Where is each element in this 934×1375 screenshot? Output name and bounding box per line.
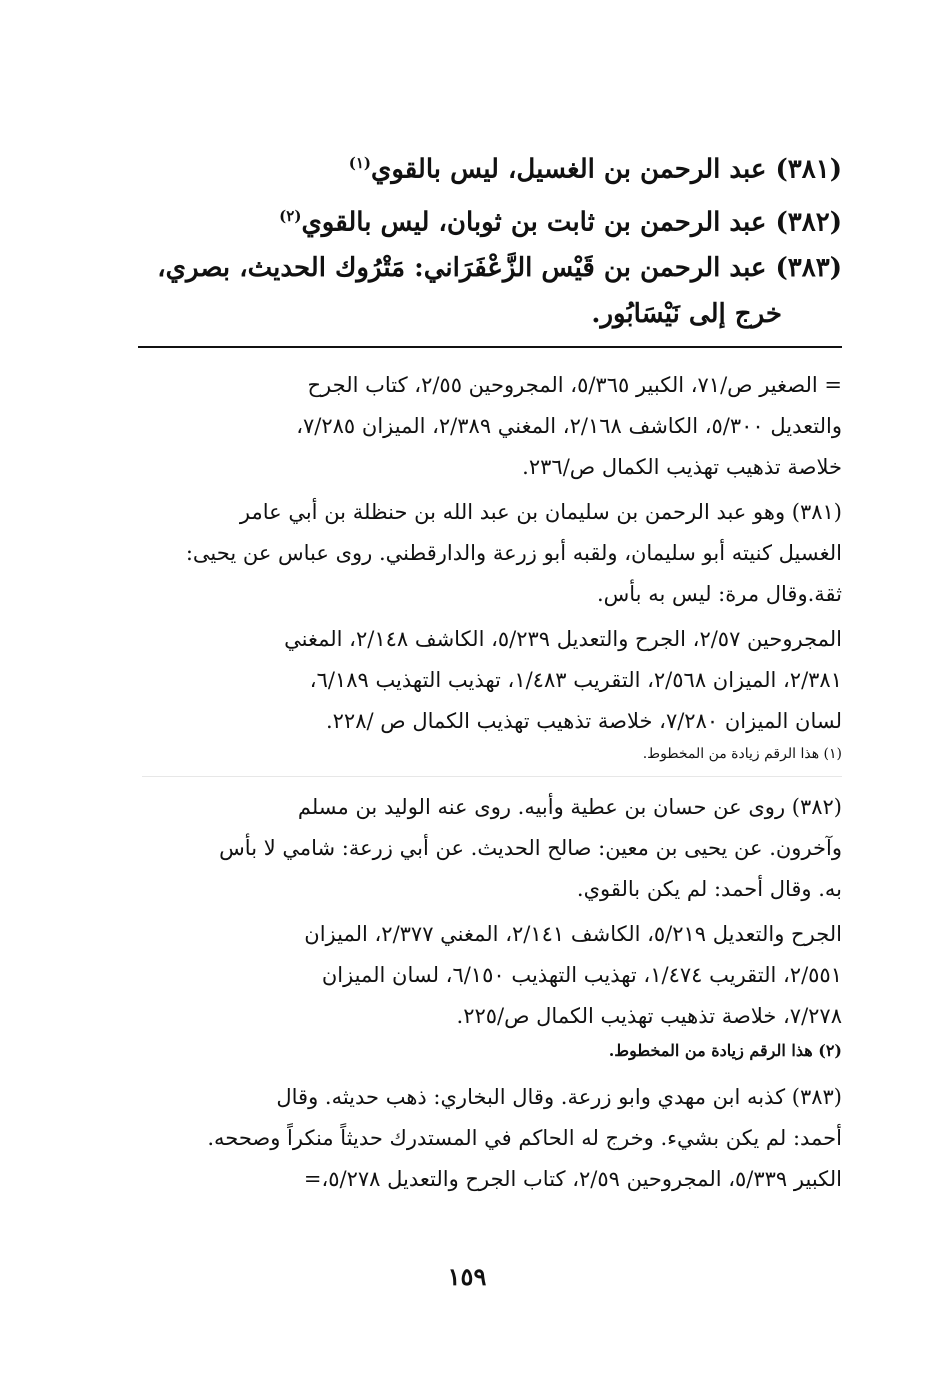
entry-383-continuation-text: خرج إلى نَيْسَابُور.: [591, 299, 782, 330]
note-383-bio: (٣٨٣) كذبه ابن مهدي وابو زرعة. وقال البخاري: ذهب حديثه. وقال أحمد: لم يكن بشيء. وخرج له الحاكم في المستدرك حديثاً منكراً وصححه. الكبير ٥/٣٣٩، المجروحين ٢/٥٩، كتاب الجرح والتعديل ٥/٢٧٨،=: [207, 1085, 842, 1191]
footnote-divider: [138, 346, 842, 348]
footnote-2: (٢) هذا الرقم زيادة من المخطوط.: [608, 1041, 842, 1060]
footnote-marker-1[interactable]: (١): [348, 154, 371, 172]
entry-383-continuation: [122, 291, 842, 337]
entry-382-text: (٣٨٢) عبد الرحمن بن ثابت بن ثوبان، ليس بالقوي: [301, 207, 842, 238]
note-382-references: الجرح والتعديل ٥/٢١٩، الكاشف ٢/١٤١، المغني ٢/٣٧٧، الميزان ٢/٥٥١، التقريب ١/٤٧٤، تهذيب التهذيب ٦/١٥٠، لسان الميزان ٧/٢٧٨، خلاصة تذهيب تهذيب الكمال ص/٢٢٥.: [304, 922, 842, 1028]
entry-383-text: (٣٨٣) عبد الرحمن بن قَيْس الزَّعْفَرَاني: مَتْرُوك الحديث، بصري،: [157, 253, 842, 284]
footnotes: [142, 365, 842, 1200]
footnote-1: (١) هذا الرقم زيادة من المخطوط.: [642, 746, 842, 762]
note-381-references: المجروحين ٢/٥٧، الجرح والتعديل ٥/٢٣٩، الكاشف ٢/١٤٨، المغني ٢/٣٨١، الميزان ٢/٥٦٨، التقريب ١/٤٨٣، تهذيب التهذيب ٦/١٨٩، لسان الميزان ٧/٢٨٠، خلاصة تذهيب تهذيب الكمال ص /٢٢٨.: [284, 627, 842, 733]
entry-381: [122, 140, 842, 193]
entry-383: [122, 245, 842, 291]
page-number: ١٥٩: [447, 1262, 487, 1291]
main-entries: [122, 140, 842, 337]
footnote-marker-2[interactable]: (٢): [279, 206, 302, 225]
entry-382: [122, 193, 842, 246]
entry-381-text: (٣٨١) عبد الرحمن بن الغسيل، ليس بالقوي: [371, 154, 842, 185]
note-382-bio: (٣٨٢) روى عن حسان بن عطية وأبيه. روى عنه الوليد بن مسلم وآخرون. عن يحيى بن معين: صالح الحديث. عن أبي زرعة: شامي لا بأس به. وقال أحمد: لم يكن بالقوي.: [219, 795, 842, 901]
note-381-bio: (٣٨١) وهو عبد الرحمن بن سليمان بن عبد الله بن حنظلة بن أبي عامر الغسيل كنيته أبو سليمان، ولقبه أبو زرعة والدارقطني. روى عباس عن يحيى: ثقة.وقال مرة: ليس به بأس.: [185, 500, 842, 606]
note-381-references-cont: = الصغير ص/٧١، الكبير ٥/٣٦٥، المجروحين ٢/٥٥، كتاب الجرح والتعديل ٥/٣٠٠، الكاشف ٢/١٦٨، المغني ٢/٣٨٩، الميزان ٧/٢٨٥، خلاصة تذهيب تهذيب الكمال ص/٢٣٦.: [296, 373, 842, 479]
note-separator: [142, 776, 842, 777]
